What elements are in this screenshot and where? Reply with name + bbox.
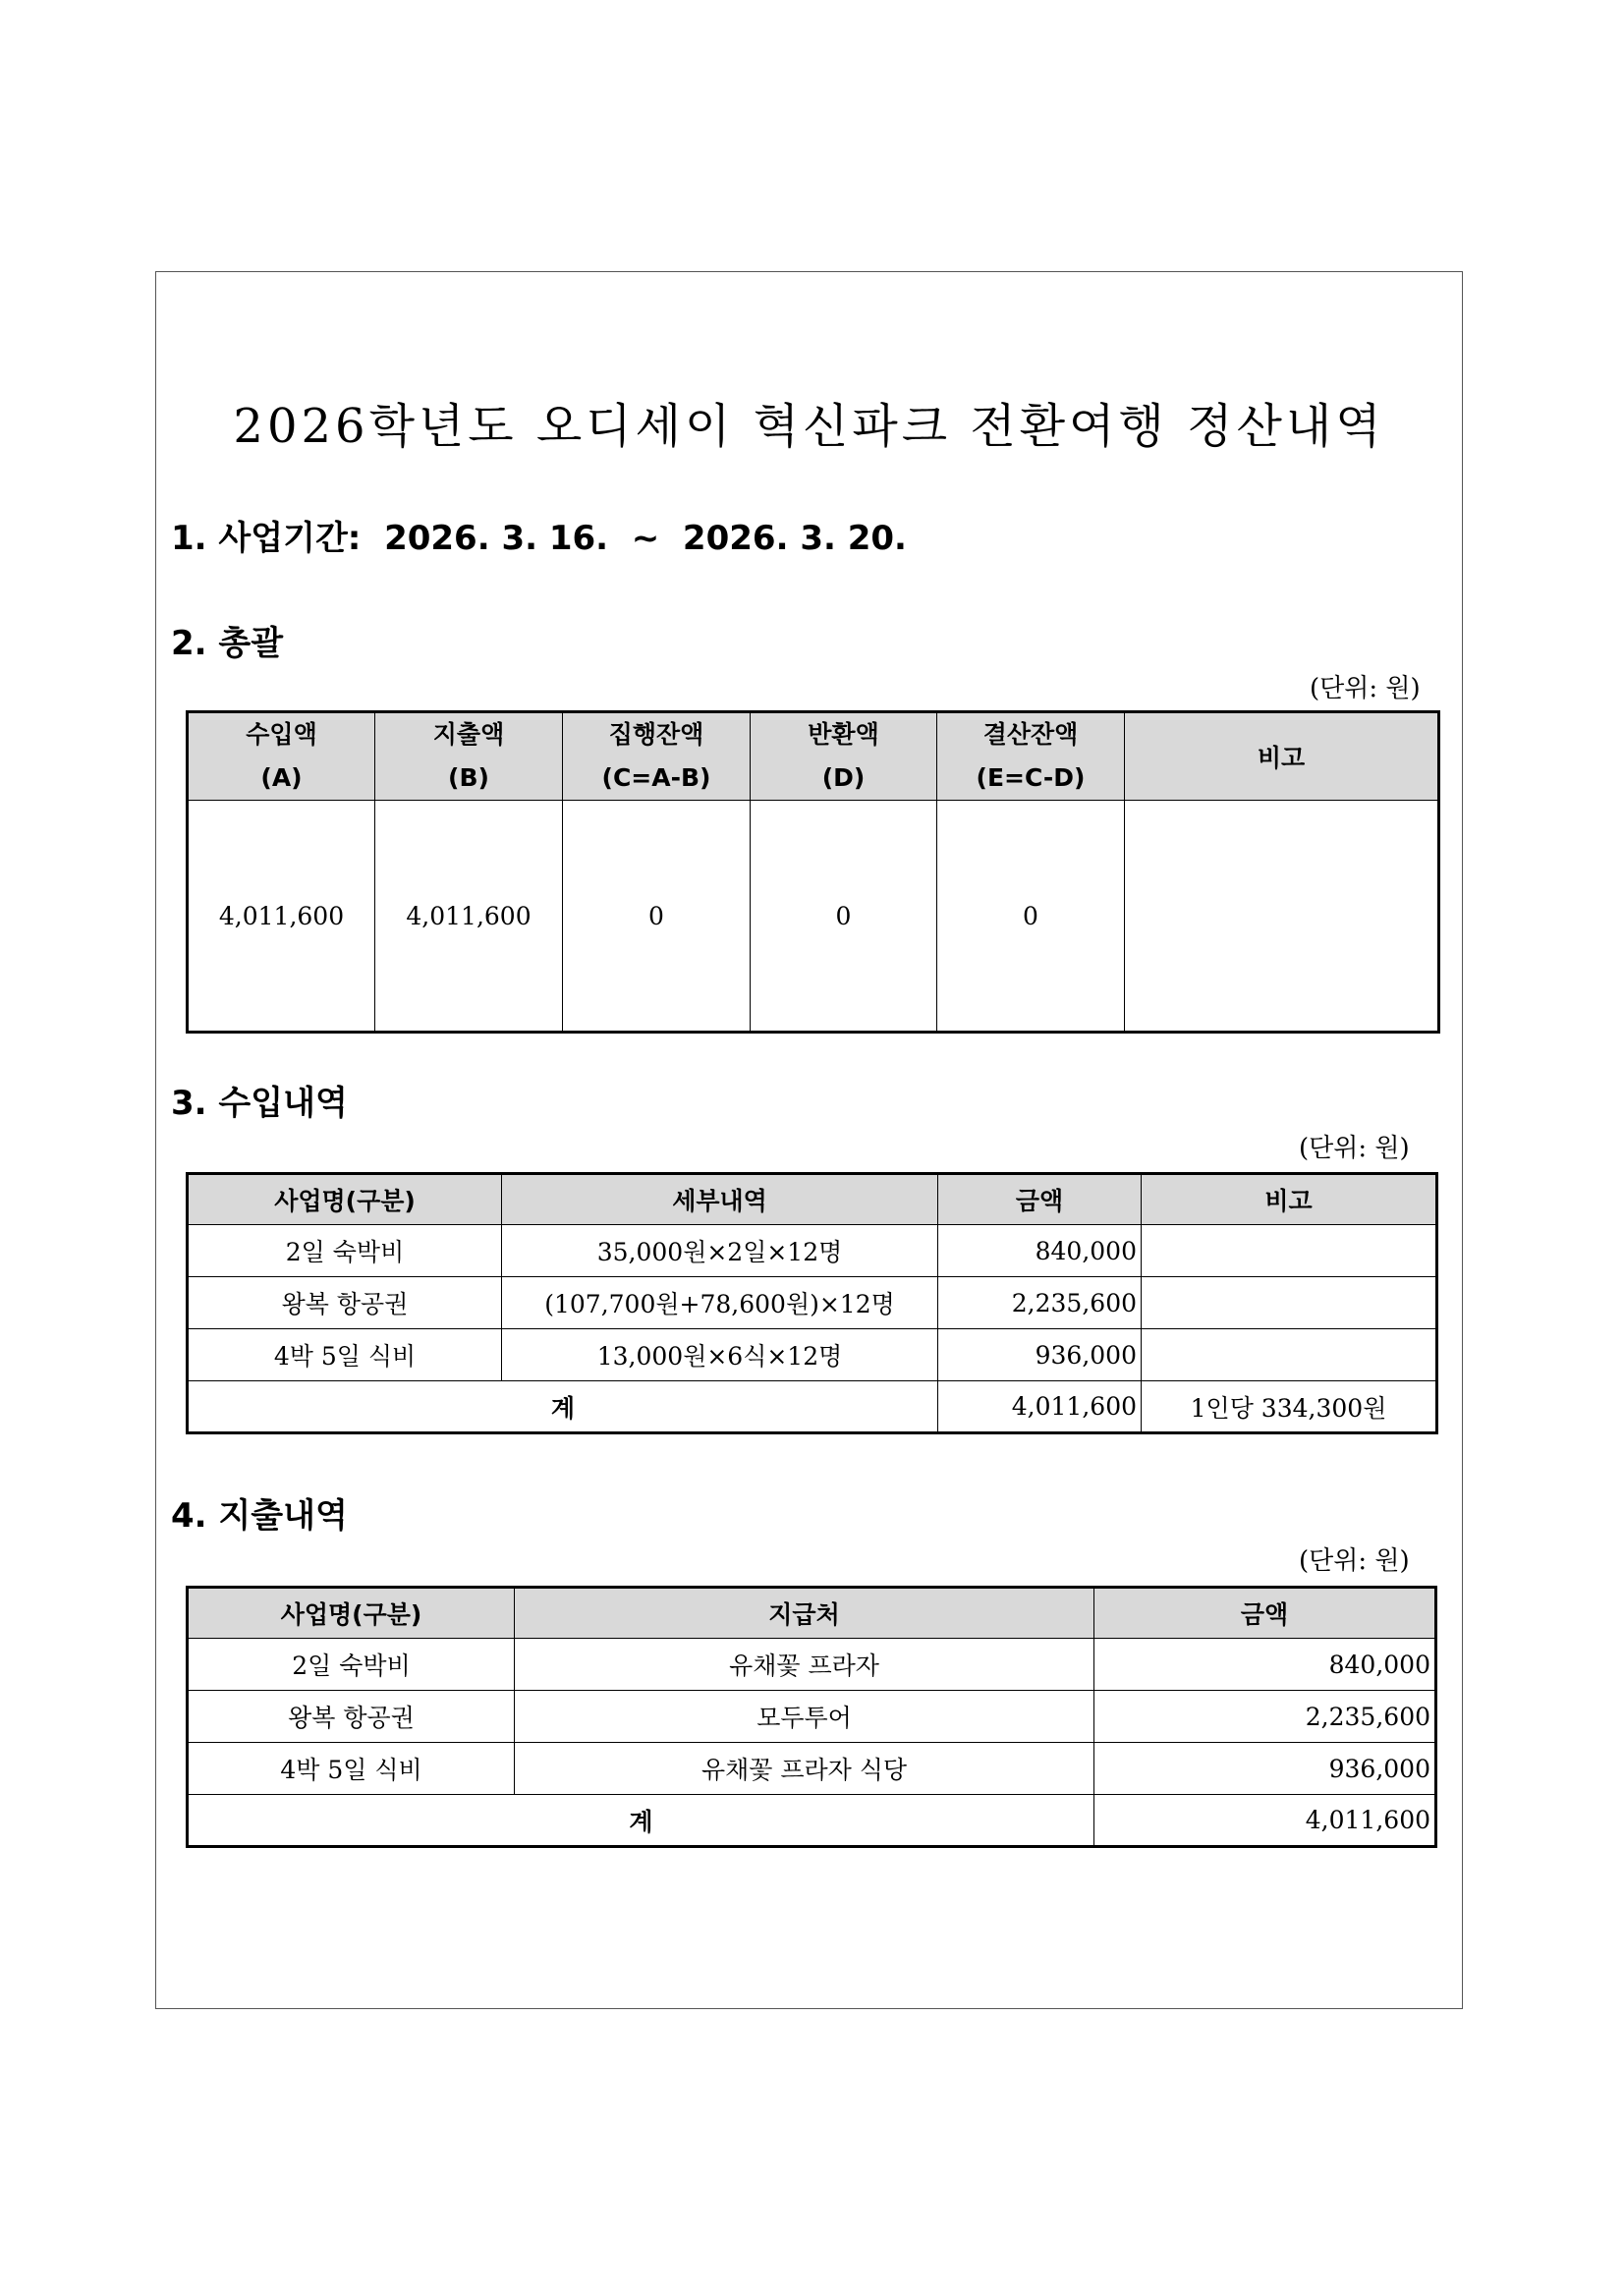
business-period-heading — [171, 511, 907, 559]
summary-unit: (단위: 원) — [1310, 674, 1421, 703]
income-item-name: 2일 숙박비 — [188, 1225, 502, 1277]
expense-header-row — [188, 1588, 1436, 1639]
income-header-cell: 비고 — [1142, 1174, 1437, 1225]
expense-unit: (단위: 원) — [1299, 1546, 1410, 1576]
income-unit: (단위: 원) — [1299, 1134, 1410, 1163]
income-header-cell: 사업명(구분) — [188, 1174, 502, 1225]
expense-item-payee: 유채꽃 프라자 — [515, 1639, 1094, 1691]
income-table — [186, 1172, 1438, 1434]
table-row — [188, 1639, 1436, 1691]
income-item-name: 왕복 항공권 — [188, 1277, 502, 1329]
income-item-detail: (107,700원+78,600원)×12명 — [502, 1277, 938, 1329]
expense-header-cell: 지급처 — [515, 1588, 1094, 1639]
summary-value-row — [188, 801, 1439, 1033]
income-header-cell: 세부내역 — [502, 1174, 938, 1225]
income-total-row — [188, 1381, 1437, 1433]
income-header-row — [188, 1174, 1437, 1225]
income-item-note — [1142, 1225, 1437, 1277]
expense-item-name: 4박 5일 식비 — [188, 1743, 515, 1795]
table-row — [188, 1691, 1436, 1743]
expense-item-payee: 모두투어 — [515, 1691, 1094, 1743]
expense-item-name: 2일 숙박비 — [188, 1639, 515, 1691]
business-period-value: 2026. 3. 16. ~ 2026. 3. 20. — [384, 519, 907, 558]
summary-expense-value: 4,011,600 — [375, 801, 563, 1033]
income-item-name: 4박 5일 식비 — [188, 1329, 502, 1381]
income-total-note: 1인당 334,300원 — [1142, 1381, 1437, 1433]
income-item-amount: 840,000 — [938, 1225, 1142, 1277]
summary-header-cell: 지출액 (B) — [375, 712, 563, 801]
table-row — [188, 1225, 1437, 1277]
summary-header-cell: 반환액 (D) — [751, 712, 937, 801]
summary-header-cell: 수입액 (A) — [188, 712, 375, 801]
summary-table — [186, 710, 1440, 1034]
income-total-label: 계 — [188, 1381, 938, 1433]
expense-heading: 4. 지출내역 — [171, 1496, 348, 1536]
summary-refund-value: 0 — [751, 801, 937, 1033]
summary-header-note: 비고 — [1125, 712, 1439, 801]
expense-item-amount: 936,000 — [1094, 1743, 1436, 1795]
expense-total-label: 계 — [188, 1795, 1094, 1847]
expense-header-cell: 금액 — [1094, 1588, 1436, 1639]
income-item-amount: 2,235,600 — [938, 1277, 1142, 1329]
income-item-detail: 35,000원×2일×12명 — [502, 1225, 938, 1277]
income-total-amount: 4,011,600 — [938, 1381, 1142, 1433]
business-period-label: 1. 사업기간: — [171, 519, 362, 558]
income-heading: 3. 수입내역 — [171, 1084, 348, 1123]
table-row — [188, 1277, 1437, 1329]
table-row — [188, 1743, 1436, 1795]
summary-header-cell: 결산잔액 (E=C-D) — [937, 712, 1125, 801]
income-item-note — [1142, 1329, 1437, 1381]
summary-header-row — [188, 712, 1439, 801]
summary-balance-value: 0 — [563, 801, 751, 1033]
document-title: 2026학년도 오디세이 혁신파크 전환여행 정산내역 — [233, 399, 1385, 454]
expense-item-amount: 2,235,600 — [1094, 1691, 1436, 1743]
expense-item-amount: 840,000 — [1094, 1639, 1436, 1691]
expense-total-row — [188, 1795, 1436, 1847]
summary-header-cell: 집행잔액 (C=A-B) — [563, 712, 751, 801]
income-item-amount: 936,000 — [938, 1329, 1142, 1381]
summary-note-value — [1125, 801, 1439, 1033]
summary-income-value: 4,011,600 — [188, 801, 375, 1033]
expense-item-payee: 유채꽃 프라자 식당 — [515, 1743, 1094, 1795]
income-item-detail: 13,000원×6식×12명 — [502, 1329, 938, 1381]
income-header-cell: 금액 — [938, 1174, 1142, 1225]
expense-item-name: 왕복 항공권 — [188, 1691, 515, 1743]
summary-heading: 2. 총괄 — [171, 624, 284, 663]
expense-table — [186, 1586, 1437, 1848]
expense-header-cell: 사업명(구분) — [188, 1588, 515, 1639]
summary-final-balance-value: 0 — [937, 801, 1125, 1033]
expense-total-amount: 4,011,600 — [1094, 1795, 1436, 1847]
income-item-note — [1142, 1277, 1437, 1329]
table-row — [188, 1329, 1437, 1381]
